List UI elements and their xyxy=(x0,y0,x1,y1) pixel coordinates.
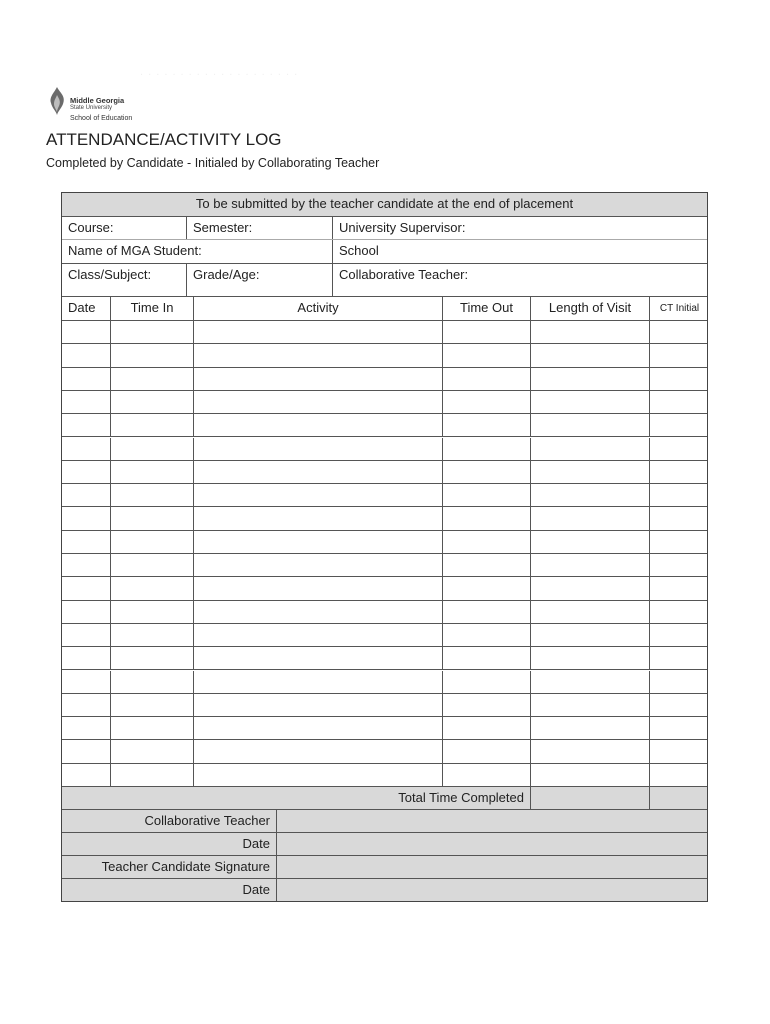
candidate-date-field[interactable] xyxy=(276,879,709,901)
cell-activity[interactable] xyxy=(193,344,442,366)
cell-time-in[interactable] xyxy=(110,764,193,786)
cell-activity[interactable] xyxy=(193,694,442,716)
cell-length-of-visit[interactable] xyxy=(530,694,649,716)
cell-date[interactable] xyxy=(62,507,110,529)
school-field[interactable]: School xyxy=(332,240,709,263)
faint-header-text: . . . . . . . . . . . . . . . . . . . . xyxy=(140,66,299,78)
cell-date[interactable] xyxy=(62,577,110,599)
course-row xyxy=(62,217,707,240)
cell-time-in[interactable] xyxy=(110,554,193,576)
cell-time-out[interactable] xyxy=(442,624,530,646)
cell-time-in[interactable] xyxy=(110,740,193,762)
cell-activity[interactable] xyxy=(193,368,442,390)
cell-ct-initial[interactable] xyxy=(649,368,709,390)
cell-ct-initial[interactable] xyxy=(649,391,709,413)
cell-date[interactable] xyxy=(62,531,110,553)
cell-ct-initial[interactable] xyxy=(649,344,709,366)
cell-length-of-visit[interactable] xyxy=(530,671,649,693)
header-date: Date xyxy=(68,300,96,315)
cell-date[interactable] xyxy=(62,438,110,460)
cell-ct-initial[interactable] xyxy=(649,507,709,529)
cell-time-out[interactable] xyxy=(442,601,530,623)
cell-time-out[interactable] xyxy=(442,344,530,366)
form-banner-row xyxy=(62,193,707,217)
collab-date-row xyxy=(62,833,707,856)
cell-time-in[interactable] xyxy=(110,344,193,366)
cell-time-out[interactable] xyxy=(442,438,530,460)
cell-time-out[interactable] xyxy=(442,694,530,716)
cell-time-out[interactable] xyxy=(442,414,530,436)
header-time-in: Time In xyxy=(110,297,193,320)
header-length-of-visit: Length of Visit xyxy=(530,297,649,320)
flame-icon xyxy=(46,86,68,116)
page-subtitle: Completed by Candidate - Initialed by Collaborating Teacher xyxy=(46,156,380,170)
cell-activity[interactable] xyxy=(193,717,442,739)
cell-time-in[interactable] xyxy=(110,368,193,390)
cell-date[interactable] xyxy=(62,484,110,506)
table-row xyxy=(62,484,707,507)
cell-activity[interactable] xyxy=(193,577,442,599)
supervisor-field[interactable]: University Supervisor: xyxy=(332,217,709,239)
cell-activity[interactable] xyxy=(193,601,442,623)
cell-length-of-visit[interactable] xyxy=(530,531,649,553)
cell-activity[interactable] xyxy=(193,531,442,553)
attendance-form xyxy=(61,192,708,902)
cell-time-in[interactable] xyxy=(110,671,193,693)
candidate-signature-label: Teacher Candidate Signature xyxy=(101,859,270,874)
cell-date[interactable] xyxy=(62,717,110,739)
cell-time-in[interactable] xyxy=(110,577,193,599)
cell-activity[interactable] xyxy=(193,507,442,529)
cell-ct-initial[interactable] xyxy=(649,531,709,553)
collab-teacher-signature-field[interactable] xyxy=(276,810,709,832)
cell-time-in[interactable] xyxy=(110,717,193,739)
collab-date-field[interactable] xyxy=(276,833,709,855)
table-row xyxy=(62,577,707,600)
cell-activity[interactable] xyxy=(193,461,442,483)
cell-ct-initial[interactable] xyxy=(649,740,709,762)
cell-time-in[interactable] xyxy=(110,391,193,413)
cell-date[interactable] xyxy=(62,694,110,716)
mga-logo xyxy=(46,86,196,126)
cell-length-of-visit[interactable] xyxy=(530,624,649,646)
cell-length-of-visit[interactable] xyxy=(530,414,649,436)
cell-time-out[interactable] xyxy=(442,554,530,576)
cell-activity[interactable] xyxy=(193,414,442,436)
cell-time-in[interactable] xyxy=(110,507,193,529)
cell-date[interactable] xyxy=(62,624,110,646)
cell-time-out[interactable] xyxy=(442,391,530,413)
cell-date[interactable] xyxy=(62,764,110,786)
cell-time-in[interactable] xyxy=(110,484,193,506)
form-banner: To be submitted by the teacher candidate at the end of placement xyxy=(195,196,574,211)
header-activity: Activity xyxy=(193,297,442,320)
table-row xyxy=(62,414,707,437)
cell-length-of-visit[interactable] xyxy=(530,368,649,390)
collab-date-label: Date xyxy=(242,836,270,851)
total-value-field[interactable] xyxy=(530,787,649,809)
collab-teacher-signature-label: Collaborative Teacher xyxy=(144,813,270,828)
cell-ct-initial[interactable] xyxy=(649,484,709,506)
table-row xyxy=(62,671,707,694)
cell-ct-initial[interactable] xyxy=(649,461,709,483)
table-row xyxy=(62,601,707,624)
cell-time-in[interactable] xyxy=(110,601,193,623)
logo-line-3: School of Education xyxy=(70,115,133,122)
cell-time-in[interactable] xyxy=(110,461,193,483)
collab-teacher-field[interactable]: Collaborative Teacher: xyxy=(332,264,709,296)
semester-field[interactable]: Semester: xyxy=(186,217,332,239)
table-row xyxy=(62,321,707,344)
cell-activity[interactable] xyxy=(193,484,442,506)
cell-date[interactable] xyxy=(62,414,110,436)
cell-length-of-visit[interactable] xyxy=(530,507,649,529)
cell-date[interactable] xyxy=(62,344,110,366)
table-row xyxy=(62,647,707,670)
cell-date[interactable] xyxy=(62,601,110,623)
class-subject-field[interactable]: Class/Subject: xyxy=(68,267,152,282)
total-label: Total Time Completed xyxy=(398,790,524,805)
cell-length-of-visit[interactable] xyxy=(530,461,649,483)
cell-time-out[interactable] xyxy=(442,368,530,390)
cell-time-in[interactable] xyxy=(110,647,193,669)
cell-ct-initial[interactable] xyxy=(649,554,709,576)
logo-line-1: Middle Georgia xyxy=(70,96,125,105)
log-table-header xyxy=(62,297,707,321)
cell-ct-initial[interactable] xyxy=(649,671,709,693)
cell-ct-initial[interactable] xyxy=(649,764,709,786)
table-row xyxy=(62,507,707,530)
cell-length-of-visit[interactable] xyxy=(530,601,649,623)
cell-time-out[interactable] xyxy=(442,507,530,529)
candidate-date-row xyxy=(62,879,707,901)
cell-length-of-visit[interactable] xyxy=(530,391,649,413)
cell-length-of-visit[interactable] xyxy=(530,321,649,343)
table-row xyxy=(62,461,707,484)
cell-ct-initial[interactable] xyxy=(649,624,709,646)
cell-length-of-visit[interactable] xyxy=(530,344,649,366)
total-initial-field[interactable] xyxy=(649,787,709,809)
table-row xyxy=(62,554,707,577)
header-time-out: Time Out xyxy=(442,297,530,320)
cell-activity[interactable] xyxy=(193,740,442,762)
cell-ct-initial[interactable] xyxy=(649,717,709,739)
cell-date[interactable] xyxy=(62,740,110,762)
cell-time-out[interactable] xyxy=(442,764,530,786)
collab-teacher-signature-row xyxy=(62,810,707,833)
table-row xyxy=(62,368,707,391)
cell-time-in[interactable] xyxy=(110,624,193,646)
cell-time-in[interactable] xyxy=(110,531,193,553)
table-row xyxy=(62,624,707,647)
cell-activity[interactable] xyxy=(193,647,442,669)
cell-length-of-visit[interactable] xyxy=(530,554,649,576)
logo-line-2: State University xyxy=(70,105,113,111)
cell-time-in[interactable] xyxy=(110,414,193,436)
table-row xyxy=(62,438,707,461)
table-row xyxy=(62,391,707,414)
candidate-signature-field[interactable] xyxy=(276,856,709,878)
cell-date[interactable] xyxy=(62,647,110,669)
total-row xyxy=(62,787,707,810)
cell-length-of-visit[interactable] xyxy=(530,717,649,739)
cell-time-out[interactable] xyxy=(442,321,530,343)
table-row xyxy=(62,344,707,367)
cell-activity[interactable] xyxy=(193,764,442,786)
cell-ct-initial[interactable] xyxy=(649,601,709,623)
table-row xyxy=(62,531,707,554)
course-field[interactable]: Course: xyxy=(68,220,114,235)
class-row xyxy=(62,264,707,297)
cell-time-out[interactable] xyxy=(442,461,530,483)
cell-length-of-visit[interactable] xyxy=(530,577,649,599)
cell-ct-initial[interactable] xyxy=(649,321,709,343)
cell-time-out[interactable] xyxy=(442,647,530,669)
student-row xyxy=(62,240,707,264)
header-ct-initial: CT Initial xyxy=(649,297,709,320)
cell-length-of-visit[interactable] xyxy=(530,740,649,762)
cell-activity[interactable] xyxy=(193,391,442,413)
table-row xyxy=(62,764,707,787)
cell-activity[interactable] xyxy=(193,671,442,693)
cell-date[interactable] xyxy=(62,461,110,483)
cell-activity[interactable] xyxy=(193,438,442,460)
cell-length-of-visit[interactable] xyxy=(530,438,649,460)
cell-ct-initial[interactable] xyxy=(649,414,709,436)
cell-activity[interactable] xyxy=(193,554,442,576)
cell-time-out[interactable] xyxy=(442,717,530,739)
cell-time-out[interactable] xyxy=(442,484,530,506)
cell-time-out[interactable] xyxy=(442,531,530,553)
table-row xyxy=(62,717,707,740)
cell-ct-initial[interactable] xyxy=(649,647,709,669)
page-title: ATTENDANCE/ACTIVITY LOG xyxy=(46,130,282,149)
cell-length-of-visit[interactable] xyxy=(530,484,649,506)
cell-ct-initial[interactable] xyxy=(649,577,709,599)
cell-date[interactable] xyxy=(62,321,110,343)
student-name-field[interactable]: Name of MGA Student: xyxy=(68,243,202,258)
cell-time-in[interactable] xyxy=(110,438,193,460)
cell-ct-initial[interactable] xyxy=(649,438,709,460)
cell-time-in[interactable] xyxy=(110,694,193,716)
cell-date[interactable] xyxy=(62,391,110,413)
cell-date[interactable] xyxy=(62,671,110,693)
candidate-date-label: Date xyxy=(242,882,270,897)
cell-activity[interactable] xyxy=(193,321,442,343)
cell-time-in[interactable] xyxy=(110,321,193,343)
table-row xyxy=(62,694,707,717)
cell-ct-initial[interactable] xyxy=(649,694,709,716)
table-row xyxy=(62,740,707,763)
cell-date[interactable] xyxy=(62,368,110,390)
grade-age-field[interactable]: Grade/Age: xyxy=(186,264,332,296)
cell-time-out[interactable] xyxy=(442,577,530,599)
cell-time-out[interactable] xyxy=(442,740,530,762)
cell-length-of-visit[interactable] xyxy=(530,647,649,669)
candidate-signature-row xyxy=(62,856,707,879)
cell-activity[interactable] xyxy=(193,624,442,646)
cell-length-of-visit[interactable] xyxy=(530,764,649,786)
cell-date[interactable] xyxy=(62,554,110,576)
cell-time-out[interactable] xyxy=(442,671,530,693)
